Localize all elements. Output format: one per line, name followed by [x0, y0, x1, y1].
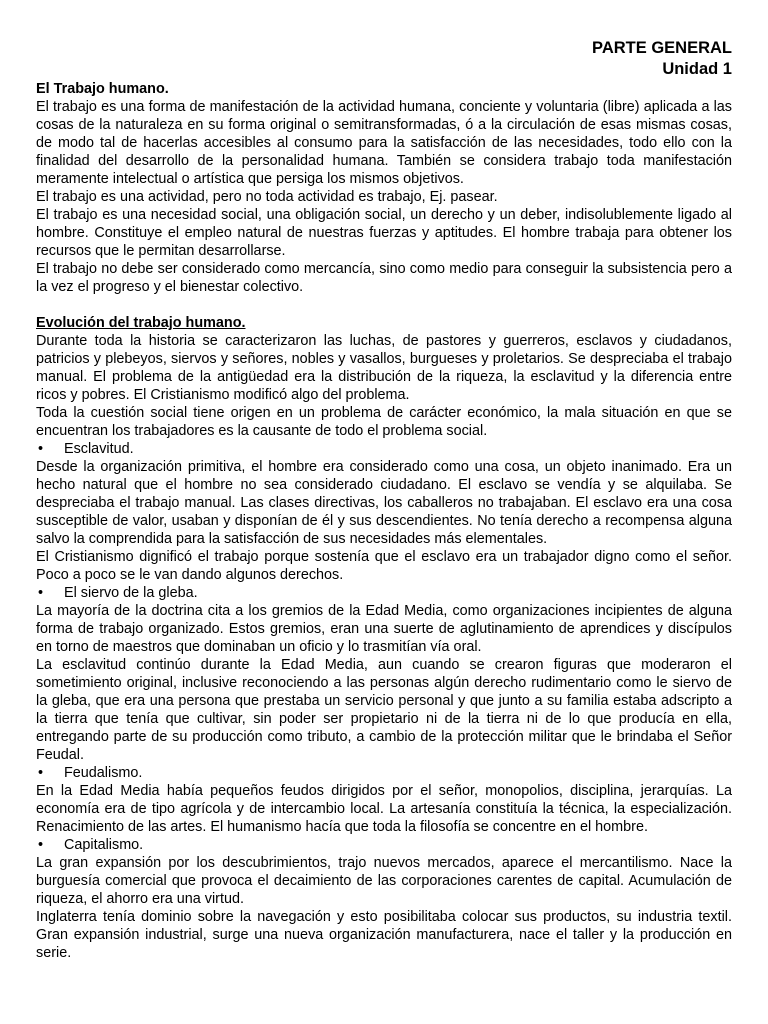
- paragraph: En la Edad Media había pequeños feudos dirigidos por el señor, monopolios, disciplina, jerarquías. La economía era de tipo agrícola y de intercambio local. La artesanía constituía la técnica, la especialización. Renacimiento de las artes. El humanismo hacía que toda la filosofía se concentre en el hombre.: [36, 783, 732, 835]
- paragraph: Inglaterra tenía dominio sobre la navegación y esto posibilitaba colocar sus productos, su industria textil. Gran expansión industrial, surge una nueva organización manufacturera, nace el taller y la producción en serie.: [36, 909, 732, 961]
- paragraph: El trabajo es una forma de manifestación de la actividad humana, conciente y voluntaria (libre) aplicada a las cosas de la naturaleza en su forma original o semitransformadas, ó a la circulación de esas mismas cosas, de modo tal de hacerlas accesibles al consumo para la satisfacción de las necesidades, todo ello con la finalidad del desarrollo de la personalidad humana. También se considera trabajo toda manifestación meramente intelectual o artística que persiga los mismos objetivos.: [36, 99, 732, 187]
- bullet-label: Feudalismo.: [64, 765, 143, 781]
- bullet-label: El siervo de la gleba.: [64, 585, 198, 601]
- paragraph: La esclavitud continúo durante la Edad Media, aun cuando se crearon figuras que moderaron el sometimiento original, inclusive reconociendo a las personas algún derecho rudimentario como le siervo de la gleba, que era una persona que prestaba un servicio personal y que junto a su familia estaba adscripto a la tierra que tenía que cultivar, sin poder ser propietario ni de la tierra ni de lo que producía en ella, entregando parte de su producción como tributo, a cambio de la protección militar que le brindaba el Señor Feudal.: [36, 657, 732, 763]
- paragraph: La gran expansión por los descubrimientos, trajo nuevos mercados, aparece el mercantilismo. Nace la burguesía comercial que provoca el decaimiento de las corporaciones carentes de capital. Acumulación de riqueza, el ahorro era una virtud.: [36, 855, 732, 907]
- header-unit-title: Unidad 1: [662, 60, 732, 78]
- bullet-item-siervo: [36, 584, 732, 602]
- bullet-item-esclavitud: [36, 440, 732, 458]
- paragraph: Toda la cuestión social tiene origen en un problema de carácter económico, la mala situación en que se encuentran los trabajadores es la causante de todo el problema social.: [36, 405, 732, 439]
- spacer: [36, 296, 732, 314]
- paragraph: Durante toda la historia se caracterizaron las luchas, de pastores y guerreros, esclavos y ciudadanos, patricios y plebeyos, siervos y señores, nobles y vasallos, burgueses y proletarios. Se despreciaba el trabajo manual. El problema de la antigüedad era la distribución de la riqueza, la esclavitud y la diferencia entre ricos y pobres. El Cristianismo modificó algo del problema.: [36, 333, 732, 403]
- bullet-icon: •: [38, 837, 44, 853]
- bullet-item-feudalismo: [36, 764, 732, 782]
- bullet-icon: •: [38, 765, 44, 781]
- section-title-trabajo-humano: El Trabajo humano.: [36, 81, 169, 97]
- paragraph: El trabajo es una actividad, pero no toda actividad es trabajo, Ej. pasear.: [36, 189, 498, 205]
- bullet-label: Capitalismo.: [64, 837, 144, 853]
- header-part-title: PARTE GENERAL: [592, 39, 732, 57]
- bullet-item-capitalismo: [36, 836, 732, 854]
- paragraph: La mayoría de la doctrina cita a los gremios de la Edad Media, como organizaciones incipientes de alguna forma de trabajo organizado. Estos gremios, eran una suerte de aglutinamiento de aprendices y discípulos en torno de maestros que dominaban un oficio y lo trasmitían vía oral.: [36, 603, 732, 655]
- paragraph: El Cristianismo dignificó el trabajo porque sostenía que el esclavo era un trabajador digno como el señor. Poco a poco se le van dando algunos derechos.: [36, 549, 732, 583]
- paragraph: El trabajo es una necesidad social, una obligación social, un derecho y un deber, indisolublemente ligado al hombre. Constituye el empleo natural de nuestras fuerzas y aptitudes. El hombre trabaja para obtener los recursos que le permitan desarrollarse.: [36, 207, 732, 259]
- bullet-label: Esclavitud.: [64, 441, 134, 457]
- paragraph: Desde la organización primitiva, el hombre era considerado como una cosa, un objeto inanimado. Era un hecho natural que el hombre no sea considerado ciudadano. El esclavo se vendía y se alquilaba. Se despreciaba el trabajo manual. Las clases directivas, los caballeros no trabajaban. El esclavo era una cosa susceptible de valor, usaban y disponían de él y sus descendientes. No tenía derecho a recompensa alguna salvo la comprendida para la satisfacción de sus necesidades más elementales.: [36, 459, 732, 547]
- bullet-icon: •: [38, 441, 44, 457]
- document-body: [36, 80, 732, 962]
- page-header: [36, 38, 732, 80]
- paragraph: El trabajo no debe ser considerado como mercancía, sino como medio para conseguir la subsistencia pero a la vez el progreso y el bienestar colectivo.: [36, 261, 732, 295]
- section-title-evolucion: Evolución del trabajo humano.: [36, 315, 246, 331]
- bullet-icon: •: [38, 585, 44, 601]
